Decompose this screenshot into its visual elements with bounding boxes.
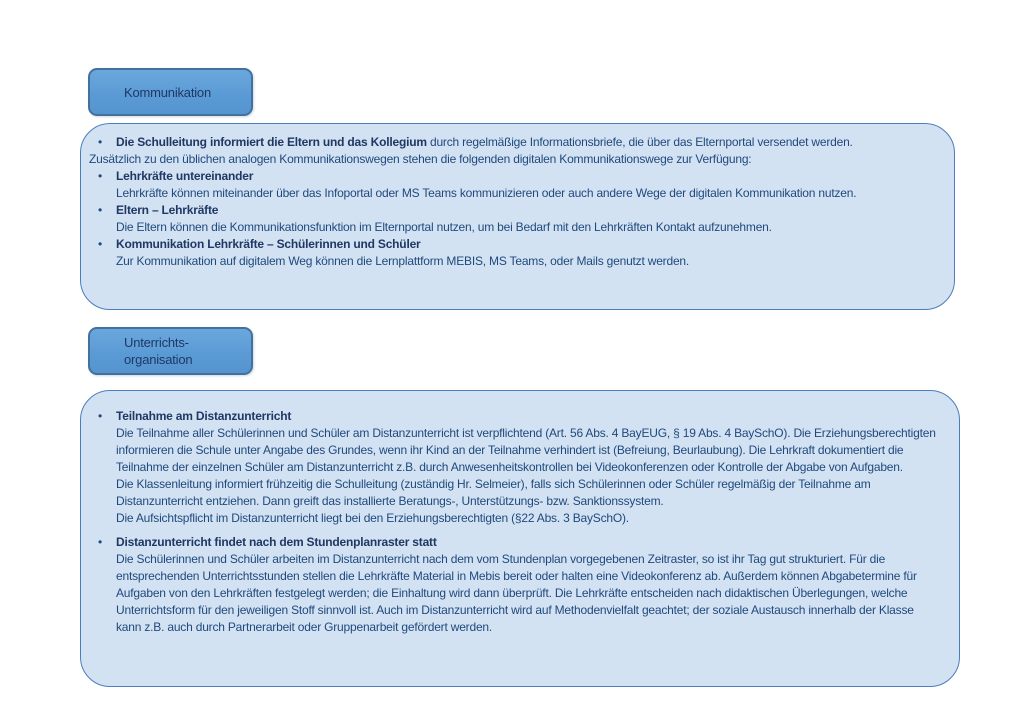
section-label-text: Kommunikation xyxy=(124,84,211,100)
list-item xyxy=(89,534,941,636)
intro-paragraph: Zusätzlich zu den üblichen analogen Kommunikationswegen stehen die folgenden digitalen Kommunikationswege zur Verfügung: xyxy=(89,152,752,166)
unterrichtsorganisation-panel xyxy=(80,390,960,687)
list-item-body: Lehrkräfte können miteinander über das Infoportal oder MS Teams kommunizieren oder auch andere Wege der digitalen Kommunikation nutzen. xyxy=(116,186,857,200)
list-item xyxy=(89,202,936,236)
list-item xyxy=(89,168,936,202)
list-item-title: Teilnahme am Distanzunterricht xyxy=(116,409,292,423)
bullet-icon: • xyxy=(98,169,103,183)
list-item-lead: Die Schulleitung informiert die Eltern und das Kollegium xyxy=(116,135,427,149)
list-item xyxy=(89,134,936,151)
bullet-icon: • xyxy=(98,237,103,251)
list-item-text xyxy=(116,134,936,151)
bullet-icon: • xyxy=(98,203,103,217)
list-item-rest: durch regelmäßige Informationsbriefe, die über das Elternportal versendet werden. xyxy=(426,135,853,149)
bullet-icon: • xyxy=(98,535,103,549)
list-item-paragraph: Die Aufsichtspflicht im Distanzunterricht liegt bei den Erziehungsberechtigten (§22 Abs. 3 BaySchO). xyxy=(116,511,629,525)
list-item-text xyxy=(116,202,936,236)
list-item-text xyxy=(116,534,941,636)
list-item-text xyxy=(116,236,936,270)
list-item xyxy=(89,408,941,527)
list-item-paragraph: Die Teilnahme aller Schülerinnen und Schüler am Distanzunterricht ist verpflichtend (Art. 56 Abs. 4 BayEUG, § 19 Abs. 4 BaySchO). Die Erziehungsberechtigten informieren die Schule unter Angabe des Grundes, wenn ihr Kind an der Teilnahme verhindert ist (Befreiung, Beurlaubung). Die Lehrkraft dokumentiert die Teilnahme der einzelnen Schüler am Distanzunterricht z.B. durch Anwesenheitskontrollen bei Videokonferenzen oder Kontrolle der Abgabe von Aufgaben. xyxy=(116,426,936,474)
section-label-unterrichtsorganisation xyxy=(88,327,253,375)
list-item-body: Zur Kommunikation auf digitalem Weg können die Lernplattform MEBIS, MS Teams, oder Mails genutzt werden. xyxy=(116,254,690,268)
kommunikation-panel xyxy=(80,123,955,310)
section-label-text-line1: Unterrichts- xyxy=(124,335,189,350)
bullet-icon: • xyxy=(98,135,103,149)
section-label-text-line2: organisation xyxy=(124,352,193,367)
list-item-title: Eltern – Lehrkräfte xyxy=(116,203,219,217)
list-item-text xyxy=(116,168,936,202)
list-item-title: Lehrkräfte untereinander xyxy=(116,169,254,183)
bullet-icon: • xyxy=(98,409,103,423)
section-label-kommunikation xyxy=(88,68,253,116)
list-item xyxy=(89,236,936,270)
list-item-title: Distanzunterricht findet nach dem Stundenplanraster statt xyxy=(116,535,437,549)
list-item-body: Die Eltern können die Kommunikationsfunktion im Elternportal nutzen, um bei Bedarf mit den Lehrkräften Kontakt aufzunehmen. xyxy=(116,220,772,234)
list-item-paragraph: Die Schülerinnen und Schüler arbeiten im Distanzunterricht nach dem vom Stundenplan vorgegebenen Zeitraster, so ist ihr Tag gut strukturiert. Für die entsprechenden Unterrichtsstunden stellen die Lehrkräfte Material in Mebis bereit oder halten eine Videokonferenz ab. Außerdem können Abgabetermine für Aufgaben von den Lehrkräften festgelegt werden; die Einhaltung wird dann überprüft. Die Lehrkräfte entscheiden nach didaktischen Überlegungen, welche Unterrichtsform für den jeweiligen Stoff sinnvoll ist. Auch im Distanzunterricht wird auf Methodenvielfalt geachtet; der soziale Austausch innerhalb der Klasse kann z.B. auch durch Partnerarbeit oder Gruppenarbeit gefördert werden. xyxy=(116,552,917,634)
list-item-text xyxy=(116,408,941,527)
list-item-title: Kommunikation Lehrkräfte – Schülerinnen und Schüler xyxy=(116,237,421,251)
list-item-paragraph: Die Klassenleitung informiert frühzeitig die Schulleitung (zuständig Hr. Selmeier), falls sich Schülerinnen oder Schüler regelmäßig der Teilnahme am Distanzunterricht entziehen. Dann greift das installierte Beratungs-, Unterstützungs- bzw. Sanktionssystem. xyxy=(116,477,871,508)
